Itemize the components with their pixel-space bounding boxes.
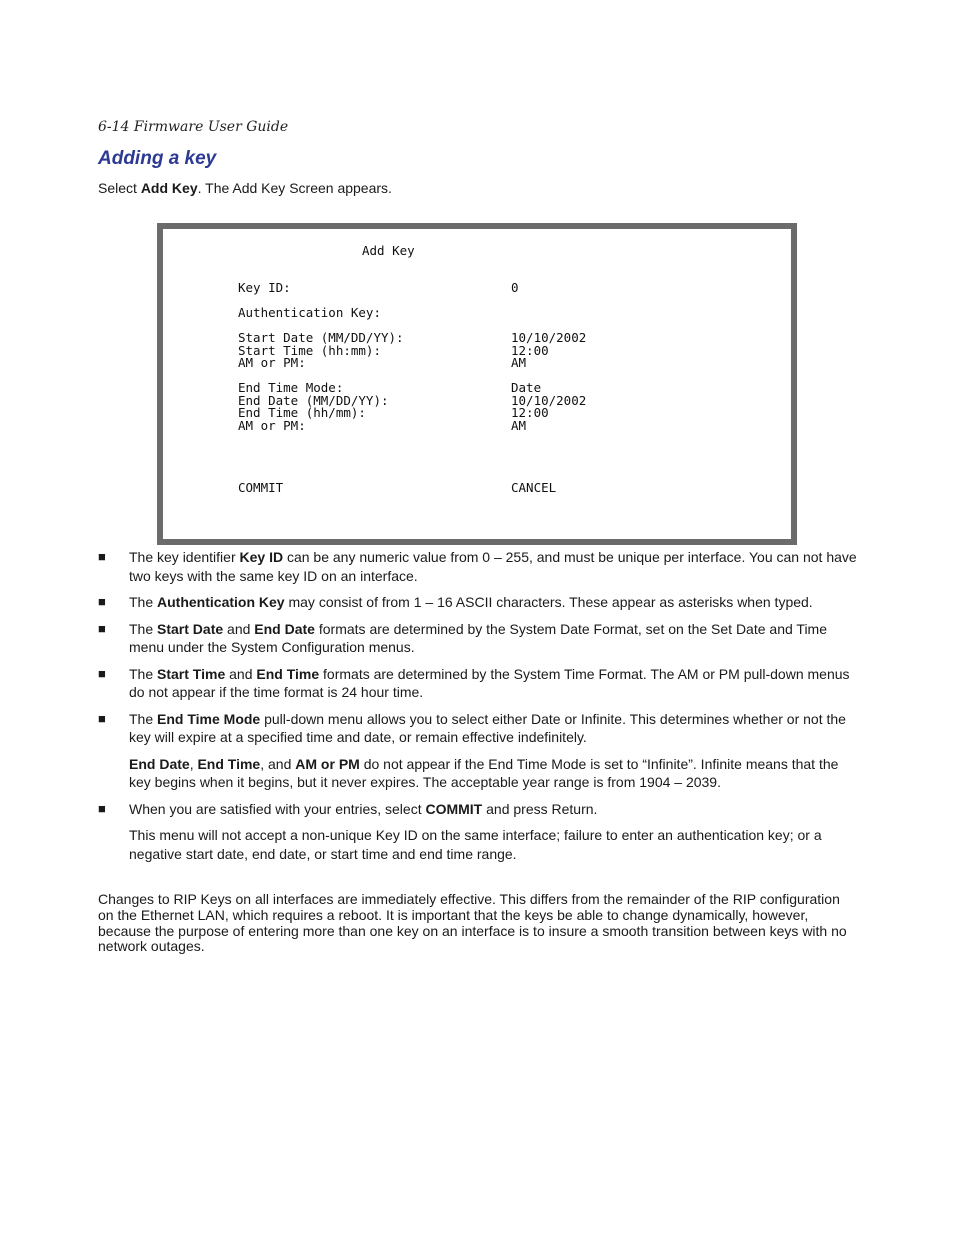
bullet-bold: Start Time	[157, 665, 226, 682]
bullet-bold: COMMIT	[425, 800, 483, 817]
bullet-text: and	[223, 620, 255, 637]
bullet-bold: End Time Mode	[157, 710, 261, 727]
end-ampm-label: AM or PM:	[238, 417, 306, 433]
bullet-text: The	[129, 594, 158, 610]
end-time-mode-select[interactable]: Date	[511, 380, 542, 395]
section-title: Adding a key	[98, 148, 217, 169]
intro-paragraph	[98, 180, 392, 196]
subpara-bold: End Date	[129, 755, 190, 772]
bullet-bold: End Date	[254, 620, 315, 637]
start-time-label: Start Time (hh:mm):	[238, 342, 381, 358]
end-date-field[interactable]: 10/10/2002	[511, 392, 587, 408]
start-date-field[interactable]: 10/10/2002	[511, 330, 587, 345]
start-ampm-select[interactable]: AM	[511, 355, 527, 370]
subpara-text: ,	[189, 755, 198, 772]
commit-button[interactable]: COMMIT	[238, 480, 284, 495]
bullet-item	[98, 548, 858, 585]
bullet-text: When you are satisfied with your entries, select	[129, 800, 426, 817]
cancel-button[interactable]: CANCEL	[511, 480, 557, 495]
bullet-square-icon: ■	[98, 620, 106, 636]
screen-title: Add Key	[362, 243, 415, 258]
subpara-text: do not appear if the End Time Mode is set to “Infinite”. Infinite means that the key begins when it begins, but it never expires. The acceptable year range is from 1904 – 2039.	[129, 755, 839, 790]
bullet-text: can be any numeric value from 0 – 255, and must be unique per interface. You can not have two keys with the same key ID on an interface.	[129, 549, 857, 584]
bullet-text: The	[129, 710, 158, 727]
end-time-mode-label: End Time Mode:	[238, 380, 344, 395]
bullet-text: and	[225, 665, 257, 682]
key-id-field[interactable]: 0	[511, 280, 519, 295]
intro-text: Select	[98, 180, 141, 196]
key-id-label: Key ID:	[238, 280, 291, 295]
start-date-label: Start Date (MM/DD/YY):	[238, 330, 404, 345]
bullet-bold: End Time	[256, 665, 320, 682]
end-date-label: End Date (MM/DD/YY):	[238, 392, 389, 408]
add-key-screen	[157, 223, 797, 545]
bullet-item	[98, 800, 858, 819]
bullet-item	[98, 593, 858, 612]
bullet-square-icon: ■	[98, 665, 106, 681]
bullet-text: The	[129, 665, 158, 682]
end-ampm-select[interactable]: AM	[511, 417, 527, 433]
bullet-subparagraph	[98, 826, 858, 863]
bullet-square-icon: ■	[98, 800, 106, 816]
bullet-text: may consist of from 1 – 16 ASCII characters. These appear as asterisks when typed.	[284, 594, 813, 610]
bullet-text: and press Return.	[482, 800, 598, 817]
bullet-bold: Authentication Key	[157, 594, 285, 610]
intro-text-end: . The Add Key Screen appears.	[197, 180, 392, 196]
bullet-item	[98, 665, 858, 702]
subpara-bold: End Time	[197, 755, 261, 772]
subpara-text: This menu will not accept a non-unique Key ID on the same interface; failure to enter an authentication key; or a negative start date, end date, or start time and end time range.	[129, 827, 822, 862]
bullet-text: formats are determined by the System Date Format, set on the Set Date and Time menu under the System Configuration menus.	[129, 620, 827, 655]
bullet-text: pull-down menu allows you to select either Date or Infinite. This determines whether or not the key will expire at a specified time and date, or remain effective indefinitely.	[129, 710, 846, 745]
end-time-field[interactable]: 12:00	[511, 405, 549, 420]
start-time-field[interactable]: 12:00	[511, 342, 549, 358]
bullet-list	[98, 548, 858, 871]
bullet-square-icon: ■	[98, 549, 106, 564]
bullet-text: The key identifier	[129, 549, 240, 565]
subpara-text: , and	[260, 755, 296, 772]
subpara-bold: AM or PM	[295, 755, 360, 772]
bullet-bold: Key ID	[239, 549, 284, 565]
bullet-item	[98, 620, 858, 657]
auth-key-field[interactable]	[511, 307, 631, 319]
bullet-text: The	[129, 620, 158, 637]
bullet-item	[98, 710, 858, 747]
bullet-subparagraph	[98, 755, 858, 792]
auth-key-label: Authentication Key:	[238, 305, 381, 320]
bullet-square-icon: ■	[98, 710, 106, 726]
start-ampm-label: AM or PM:	[238, 355, 306, 370]
running-header: 6-14 Firmware User Guide	[98, 119, 289, 135]
closing-paragraph: Changes to RIP Keys on all interfaces are immediately effective. This differs from the remainder of the RIP configuration on the Ethernet LAN, which requires a reboot. It is important that the keys be able to change dynamically, however, because the purpose of entering more than one key on an interface is to insure a smooth transition between keys with no network outages.	[98, 891, 847, 955]
bullet-text: formats are determined by the System Time Format. The AM or PM pull-down menus do not appear if the time format is 24 hour time.	[129, 665, 850, 700]
bullet-bold: Start Date	[157, 620, 224, 637]
end-time-label: End Time (hh/mm):	[238, 405, 366, 420]
bullet-square-icon: ■	[98, 594, 106, 609]
intro-bold: Add Key	[140, 180, 198, 196]
